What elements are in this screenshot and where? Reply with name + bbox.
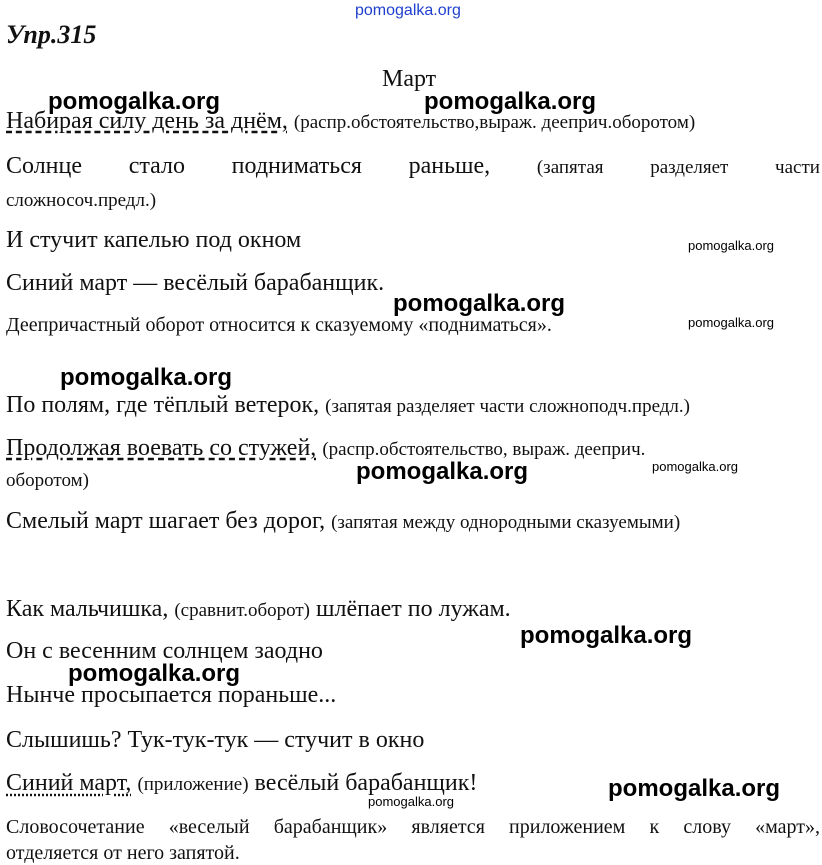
line-1-note: (распр.обстоятельство,выраж. дееприч.оборотом) bbox=[293, 112, 696, 133]
word: «март», bbox=[755, 816, 820, 838]
line-7-cont: оборотом) bbox=[6, 470, 89, 491]
word: Солнце bbox=[6, 153, 83, 179]
watermark: pomogalka.org bbox=[688, 238, 774, 253]
word: «веселый bbox=[168, 816, 250, 838]
line-6 bbox=[6, 392, 690, 419]
line-2-cont: сложносоч.предл.) bbox=[6, 190, 157, 211]
line-10: Он с весенним солнцем заодно bbox=[6, 638, 323, 664]
line-15: отделяется от него запятой. bbox=[6, 842, 240, 864]
line-8 bbox=[6, 508, 680, 535]
watermark: pomogalka.org bbox=[608, 775, 781, 802]
word: является bbox=[411, 816, 485, 838]
note-word: части bbox=[775, 157, 820, 178]
line-2 bbox=[6, 153, 820, 180]
word: Словосочетание bbox=[6, 816, 145, 838]
line-6-note: (запятая разделяет части сложноподч.предл.) bbox=[325, 396, 690, 417]
line-1-text: Набирая силу день за днём, bbox=[6, 108, 288, 134]
line-5: Деепричастный оборот относится к сказуемому «подниматься». bbox=[6, 314, 552, 336]
note-word: (запятая bbox=[536, 157, 604, 178]
line-4: Синий март — весёлый барабанщик. bbox=[6, 270, 385, 296]
word: приложением bbox=[509, 816, 626, 838]
word: к bbox=[649, 816, 660, 838]
watermark: pomogalka.org bbox=[393, 290, 566, 317]
line-9-note: (сравнит.оборот) bbox=[174, 600, 310, 621]
line-9-a: Как мальчишка, bbox=[6, 596, 169, 622]
word: барабанщик» bbox=[273, 816, 388, 838]
watermark: pomogalka.org bbox=[48, 88, 221, 115]
line-14 bbox=[6, 816, 820, 839]
watermark: pomogalka.org bbox=[356, 458, 529, 485]
word: подниматься bbox=[231, 153, 362, 179]
line-6-text: По полям, где тёплый ветерок, bbox=[6, 392, 320, 418]
watermark: pomogalka.org bbox=[68, 660, 241, 687]
watermark: pomogalka.org bbox=[368, 794, 454, 809]
line-7-text: Продолжая воевать со стужей, bbox=[6, 435, 317, 461]
line-8-note: (запятая между однородными сказуемыми) bbox=[331, 512, 681, 533]
word: слову bbox=[683, 816, 731, 838]
word: стало bbox=[128, 153, 185, 179]
line-13-a: Синий март, bbox=[6, 770, 132, 796]
exercise-title: Упр.315 bbox=[6, 20, 97, 49]
line-9-b: шлёпает по лужам. bbox=[316, 596, 511, 622]
watermark: pomogalka.org bbox=[652, 459, 738, 474]
line-11: Нынче просыпается пораньше... bbox=[6, 682, 337, 708]
line-8-text: Смелый март шагает без дорог, bbox=[6, 508, 326, 534]
line-13-note: (приложение) bbox=[137, 774, 249, 795]
line-13 bbox=[6, 770, 477, 797]
poem-title: Март bbox=[382, 66, 437, 92]
word: раньше, bbox=[408, 153, 491, 179]
line-12: Слышишь? Тук-тук-тук — стучит в окно bbox=[6, 727, 425, 753]
line-9 bbox=[6, 596, 511, 623]
watermark: pomogalka.org bbox=[60, 364, 233, 391]
line-3: И стучит капелью под окном bbox=[6, 227, 302, 253]
line-13-b: весёлый барабанщик! bbox=[254, 770, 478, 796]
note-word: разделяет bbox=[650, 157, 729, 178]
watermark: pomogalka.org bbox=[688, 315, 774, 330]
line-7-note: (распр.обстоятельство, выраж. дееприч. bbox=[322, 439, 646, 460]
watermark: pomogalka.org bbox=[520, 622, 693, 649]
line-7 bbox=[6, 435, 645, 462]
top-watermark: pomogalka.org bbox=[355, 2, 461, 19]
watermark: pomogalka.org bbox=[424, 88, 597, 115]
